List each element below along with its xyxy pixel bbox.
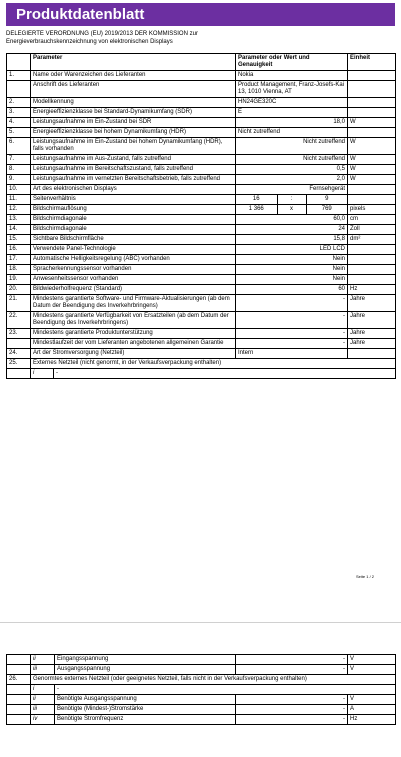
table-row: [7, 245, 396, 255]
row-number: 8.: [7, 165, 31, 175]
roman-numeral: i: [31, 369, 54, 378]
row-value: 18,0: [236, 118, 348, 128]
row-value-split: [236, 195, 348, 205]
document-header: [0, 0, 401, 56]
table-row: [7, 128, 396, 138]
row-parameter: Energieeffizienzklasse bei hohem Dynamikumfang (HDR): [31, 128, 236, 138]
roman-numeral: iii: [31, 665, 55, 675]
page-number: Seite 1 / 2: [356, 574, 375, 579]
row-number: 5.: [7, 128, 31, 138]
row-unit: V: [348, 655, 396, 665]
row-number-empty: [7, 705, 31, 715]
table-subrow: [7, 685, 396, 695]
row-parameter: Bildschirmauflösung: [31, 205, 236, 215]
row-unit: W: [348, 155, 396, 165]
row-parameter: Benötigte Ausgangsspannung: [55, 695, 236, 705]
header-param: Parameter: [31, 54, 236, 71]
row-parameter: Anwesenheitssensor vorhanden: [31, 275, 236, 285]
table-row: [7, 255, 396, 265]
row-parameter: -: [55, 685, 396, 695]
row-value: -: [236, 665, 348, 675]
row-unit: Jahre: [348, 312, 396, 329]
row-number: 13.: [7, 215, 31, 225]
row-parameter: Leistungsaufnahme im Ein-Zustand bei SDR: [31, 118, 236, 128]
row-number: 19.: [7, 275, 31, 285]
row-number: 21.: [7, 295, 31, 312]
table-row: [7, 275, 396, 285]
row-parameter: Leistungsaufnahme im vernetzten Bereitschaftsbetrieb, falls zutreffend: [31, 175, 236, 185]
row-number-empty: [7, 655, 31, 665]
header-value: Parameter oder Wert und Genauigkeit: [236, 54, 348, 71]
row-value-value-b: 9: [325, 196, 329, 202]
row-unit: Hz: [348, 715, 396, 725]
table-subrow: [7, 665, 396, 675]
row-parameter: Mindestlaufzeit der vom Lieferanten angebotenen allgemeinen Garantie: [31, 339, 236, 349]
row-number: 1.: [7, 71, 31, 81]
row-value-value-a: 1 366: [248, 206, 264, 212]
table-row: [7, 339, 396, 349]
row-unit: Jahre: [348, 339, 396, 349]
subrow-cell: [31, 369, 396, 379]
table-header-row: [7, 54, 396, 71]
table-row: [7, 675, 396, 685]
row-number: [7, 81, 31, 98]
row-number: 25.: [7, 359, 31, 369]
product-data-table: [6, 53, 396, 379]
row-unit: W: [348, 118, 396, 128]
row-number: 7.: [7, 155, 31, 165]
row-value: Nokia: [236, 71, 348, 81]
page-title: Produktdatenblatt: [16, 6, 145, 23]
table-row: [7, 155, 396, 165]
row-value: 24: [236, 225, 348, 235]
header-unit: Einheit: [348, 54, 396, 71]
row-value: Fernsehgerät: [236, 185, 348, 195]
row-parameter: Bildschirmdiagonale: [31, 225, 236, 235]
row-parameter: Anschrift des Lieferanten: [31, 81, 236, 98]
table-row: [7, 118, 396, 128]
row-value: -: [236, 339, 348, 349]
row-parameter: Mindestens garantierte Software- und Firmware-Aktualisierungen (ab dem Datum der Beendigung des Inverkehrbringens): [31, 295, 236, 312]
row-value: -: [236, 695, 348, 705]
table-row: [7, 205, 396, 215]
table-row: [7, 312, 396, 329]
row-number: 20.: [7, 285, 31, 295]
roman-numeral: iii: [31, 705, 55, 715]
table-row: [7, 71, 396, 81]
row-number: 9.: [7, 175, 31, 185]
row-number: 17.: [7, 255, 31, 265]
row-number: 16.: [7, 245, 31, 255]
row-value: 2,0: [236, 175, 348, 185]
table-row: [7, 359, 396, 369]
row-unit: [348, 275, 396, 285]
row-unit: [348, 98, 396, 108]
row-unit: Hz: [348, 285, 396, 295]
row-value: E: [236, 108, 348, 118]
table-row: [7, 81, 396, 98]
table-row: [7, 195, 396, 205]
table-row: [7, 165, 396, 175]
row-parameter: Benötigte Stromfrequenz: [55, 715, 236, 725]
row-value: -: [236, 295, 348, 312]
row-parameter: Genormtes externes Netzteil (oder geeignetes Netzteil, falls nicht in der Verkaufsverpackung enthalten): [31, 675, 396, 685]
regulation-line-1: DELEGIERTE VERORDNUNG (EU) 2019/2013 DER KOMMISSION zur: [6, 31, 198, 37]
row-unit: cm: [348, 215, 396, 225]
row-parameter: Modellkennung: [31, 98, 236, 108]
row-parameter: Seitenverhältnis: [31, 195, 236, 205]
row-value: Nicht zutreffend: [236, 155, 348, 165]
row-number: 11.: [7, 195, 31, 205]
row-unit: [348, 81, 396, 98]
table-row: [7, 175, 396, 185]
row-parameter: Art der Stromversorgung (Netzteil): [31, 349, 236, 359]
row-unit: W: [348, 175, 396, 185]
row-value: -: [236, 655, 348, 665]
subrow-value: -: [56, 370, 58, 376]
row-parameter: Energieeffizienzklasse bei Standard-Dynamikumfang (SDR): [31, 108, 236, 118]
row-number: 6.: [7, 138, 31, 155]
row-value: 60,0: [236, 215, 348, 225]
row-unit: Jahre: [348, 295, 396, 312]
row-value: Nicht zutreffend: [236, 138, 348, 155]
row-value: 0,5: [236, 165, 348, 175]
table-subrow: [7, 695, 396, 705]
row-parameter: Verwendete Panel-Technologie: [31, 245, 236, 255]
row-parameter: Eingangsspannung: [55, 655, 236, 665]
row-parameter: Automatische Helligkeitsregelung (ABC) vorhanden: [31, 255, 236, 265]
row-value: LED LCD: [236, 245, 348, 255]
row-value: -: [236, 705, 348, 715]
row-value-value-b: 769: [321, 206, 332, 212]
row-number: 10.: [7, 185, 31, 195]
row-unit: [348, 195, 396, 205]
row-value: -: [236, 312, 348, 329]
row-parameter: Sichtbare Bildschirmfläche: [31, 235, 236, 245]
product-data-table-page2: [6, 654, 396, 725]
header-num-cell: [7, 54, 31, 71]
row-parameter: Benötigte (Mindest-)Stromstärke: [55, 705, 236, 715]
table-row: [7, 138, 396, 155]
table-row: [7, 329, 396, 339]
row-number: 14.: [7, 225, 31, 235]
table-row: [7, 295, 396, 312]
table-row: [7, 225, 396, 235]
row-parameter: Externes Netzteil (nicht genormt, in der Verkaufsverpackung enthalten): [31, 359, 396, 369]
row-unit: [348, 245, 396, 255]
row-value-value-a: 16: [252, 196, 260, 202]
row-unit: V: [348, 665, 396, 675]
row-unit: W: [348, 138, 396, 155]
row-value: 60: [236, 285, 348, 295]
row-parameter: Leistungsaufnahme im Bereitschaftszustand, falls zutreffend: [31, 165, 236, 175]
roman-numeral: ii: [31, 695, 55, 705]
row-unit: V: [348, 695, 396, 705]
row-value: 15,8: [236, 235, 348, 245]
table-subrow: [7, 705, 396, 715]
table-row: [7, 265, 396, 275]
row-number: 3.: [7, 108, 31, 118]
table-row: [7, 285, 396, 295]
row-unit: [348, 265, 396, 275]
row-unit: pixels: [348, 205, 396, 215]
row-parameter: Name oder Warenzeichen des Lieferanten: [31, 71, 236, 81]
row-number-empty: [7, 695, 31, 705]
row-parameter: Art des elektronischen Displays: [31, 185, 236, 195]
row-number: 4.: [7, 118, 31, 128]
roman-numeral: i: [31, 685, 55, 695]
row-value-value-sep: :: [277, 195, 307, 204]
row-parameter: Leistungsaufnahme im Aus-Zustand, falls zutreffend: [31, 155, 236, 165]
roman-numeral: iv: [31, 715, 55, 725]
table-subrow: [7, 369, 396, 379]
row-unit: [348, 255, 396, 265]
row-number: 15.: [7, 235, 31, 245]
row-number: 12.: [7, 205, 31, 215]
row-value: -: [236, 329, 348, 339]
row-value: Intern: [236, 349, 348, 359]
row-number: 26.: [7, 675, 31, 685]
table-row: [7, 215, 396, 225]
table-row: [7, 349, 396, 359]
row-parameter: Bildschirmdiagonale: [31, 215, 236, 225]
row-unit: Zoll: [348, 225, 396, 235]
row-value: Nein: [236, 265, 348, 275]
row-number-empty: [7, 665, 31, 675]
row-parameter: Mindestens garantierte Produktunterstützung: [31, 329, 236, 339]
row-value: HN24GE320C: [236, 98, 348, 108]
row-value: Nicht zutreffend: [236, 128, 348, 138]
row-number: [7, 339, 31, 349]
row-unit: [348, 349, 396, 359]
page-divider: [0, 622, 401, 623]
table-row: [7, 98, 396, 108]
row-parameter: Mindestens garantierte Verfügbarkeit von Ersatzteilen (ab dem Datum der Beendigung des Inverkehrbringens): [31, 312, 236, 329]
row-number-empty: [7, 685, 31, 695]
row-number: 24.: [7, 349, 31, 359]
row-unit: A: [348, 705, 396, 715]
row-number-empty: [7, 715, 31, 725]
row-number: 18.: [7, 265, 31, 275]
row-unit: [348, 108, 396, 118]
row-number: 23.: [7, 329, 31, 339]
table-row: [7, 108, 396, 118]
row-number: 2.: [7, 98, 31, 108]
row-unit: dm²: [348, 235, 396, 245]
row-value: Product Management, Franz-Josefs-Kai 13, 1010 Vienna, AT: [236, 81, 348, 98]
row-parameter: Spracherkennungssensor vorhanden: [31, 265, 236, 275]
table-subrow: [7, 655, 396, 665]
row-unit: [348, 71, 396, 81]
row-unit: Jahre: [348, 329, 396, 339]
table-subrow: [7, 715, 396, 725]
row-unit: [348, 128, 396, 138]
row-number-empty: [7, 369, 31, 379]
row-unit: W: [348, 165, 396, 175]
row-value-value-sep: x: [277, 205, 307, 214]
title-bar: [6, 3, 395, 26]
regulation-line-2: Energieverbrauchskennzeichnung von elektronischen Displays: [6, 39, 173, 45]
table-row: [7, 185, 396, 195]
table-row: [7, 235, 396, 245]
row-parameter: Bildwiederholfrequenz (Standard): [31, 285, 236, 295]
row-value: Nein: [236, 255, 348, 265]
row-number: 22.: [7, 312, 31, 329]
row-parameter: Ausgangsspannung: [55, 665, 236, 675]
row-unit: [348, 185, 396, 195]
roman-numeral: ii: [31, 655, 55, 665]
row-parameter: Leistungsaufnahme im Ein-Zustand bei hohem Dynamikumfang (HDR), falls vorhanden: [31, 138, 236, 155]
row-value: -: [236, 715, 348, 725]
row-value-split: [236, 205, 348, 215]
row-value: Nein: [236, 275, 348, 285]
